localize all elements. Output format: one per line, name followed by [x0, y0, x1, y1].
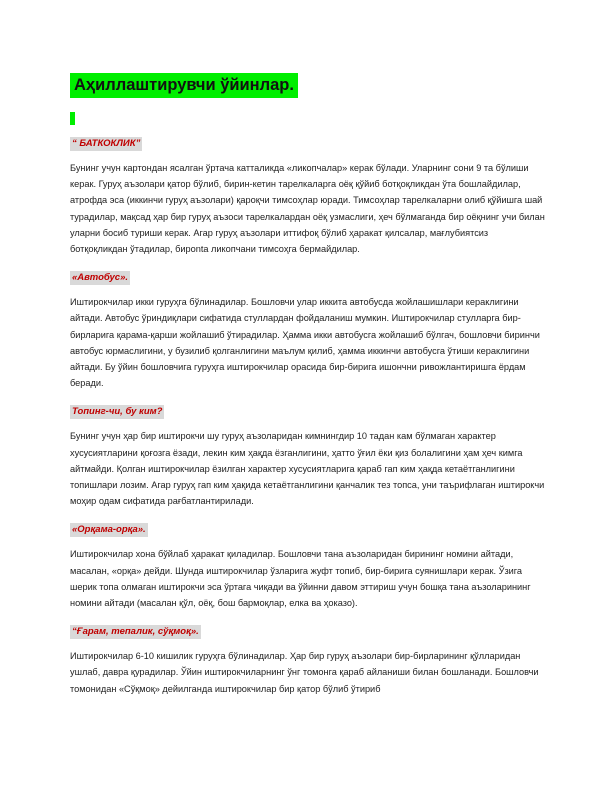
section-heading: “Ғарам, тепалик, сўқмоқ». — [72, 626, 199, 638]
section-heading: Топинг-чи, бу ким? — [72, 406, 163, 418]
section-paragraph: Иштирокчилар 6-10 кишилик гуруҳга бўлинадилар. Ҳар бир гуруҳ аъзолари бир-бирларининг қўлларидан ушлаб, давра қурадилар. Ўйин иштирокчиларнинг ўнг томонга қараб айланиши билан бошланади. Бошловчи томонидан «Сўқмоқ» дейилганда иштирокчилар бир қатор бўлиб ўтириб — [70, 651, 539, 694]
section-heading: «Автобус». — [72, 272, 129, 284]
document-body — [70, 133, 548, 707]
section-paragraph: Иштирокчилар икки гуруҳга бўлинадилар. Бошловчи улар иккита автобусда жойлашишлари кераклигини айтади. Автобус ўриндиқлари сифатида стуллардан фойдаланиш мумкин. Иштирокчилар стулларга бир-бирларига қарама-қарши жойлашиб ўтирадилар. Ҳамма икки автобусга жойлашиб бўлгач, бошловчи биринчи автобус юрмаслигини, у бузилиб қолганлигини маълум қилиб, ҳамма иккинчи автобусга ўтиши кераклигини айтади. Бу ўйин бошловчига гуруҳга иштирокчилар орасида бир-бирига ишончни ривожлантиришга ёрдам беради. — [70, 297, 540, 389]
document-title: Аҳиллаштирувчи ўйинлар. — [70, 73, 298, 98]
section-paragraph: Иштирокчилар хона бўйлаб ҳаракат қиладилар. Бошловчи тана аъзоларидан бирининг номини айтади, масалан, «орқа» дейди. Шунда иштирокчилар ўзларига жуфт топиб, бир-бирига суянишлари керак. Ўзига шерик топа олмаган иштирокчи эса ўртага чиқади ва ўйинни давом эттириш учун бошқа тана аъзоларининг номини айтади (масалан қўл, оёқ, бош бармоқлар, елка ва ҳоказо). — [70, 549, 531, 609]
section-heading: «Орқама-орқа». — [72, 524, 146, 536]
section-heading: “ БАТКОКЛИК” — [72, 138, 141, 149]
section-paragraph: Бунинг учун ҳар бир иштирокчи шу гуруҳ аъзоларидан кимнингдир 10 тадан кам бўлмаган характер хусусиятларини қоғозга ёзади, лекин ким ҳақда ёзганлигини, ҳатто ўғил ёки қиз болалигини ҳам ҳеч кимга айтмайди. Қолган иштирокчилар ёзилган характер хусусиятларига қараб гап ким ҳақда кетаётганлигини топишлари лозим. Агар гуруҳ гап ким ҳақида кетаётганлигини қанчалик тез топса, уни таърифлаган иштирокчи моҳир одам сифатида рағбатлантирилади. — [70, 431, 545, 507]
section-garam — [70, 621, 548, 697]
section-batkoklik — [70, 133, 548, 257]
highlight-marker — [70, 112, 75, 125]
section-toping-chi — [70, 401, 548, 509]
section-orqama-orqa — [70, 519, 548, 611]
section-paragraph: Бунинг учун картондан ясалган ўртача катталикда «ликопчалар» керак бўлади. Уларнинг сони 9 та бўлиши керак. Гуруҳ аъзолари қатор бўлиб, бирин-кетин тарелкаларга оёқ қўйиб ботқоқликдан ўта бошлайдилар, атрофда эса (иккинчи гуруҳ аъзолари) қароқчи тимсоҳлар юради. Тимсоҳлар тарелкаларни олиб қўйишга шай турадилар, мақсад ҳар бир гуруҳ аъзоси тарелкалардан оёқ узмаслиги, ҳеч бўлмаганда бир оёқнинг учи билан уларни босиб туриши керак. Агар гуруҳ аъзолари иттифоқ бўлиб ҳаракат қилсалар, мағлубиятсиз ботқоқликдан ўтадилар, бироnta ликопчани тимсоҳга бермайдилар. — [70, 163, 545, 255]
section-avtobus — [70, 267, 548, 391]
